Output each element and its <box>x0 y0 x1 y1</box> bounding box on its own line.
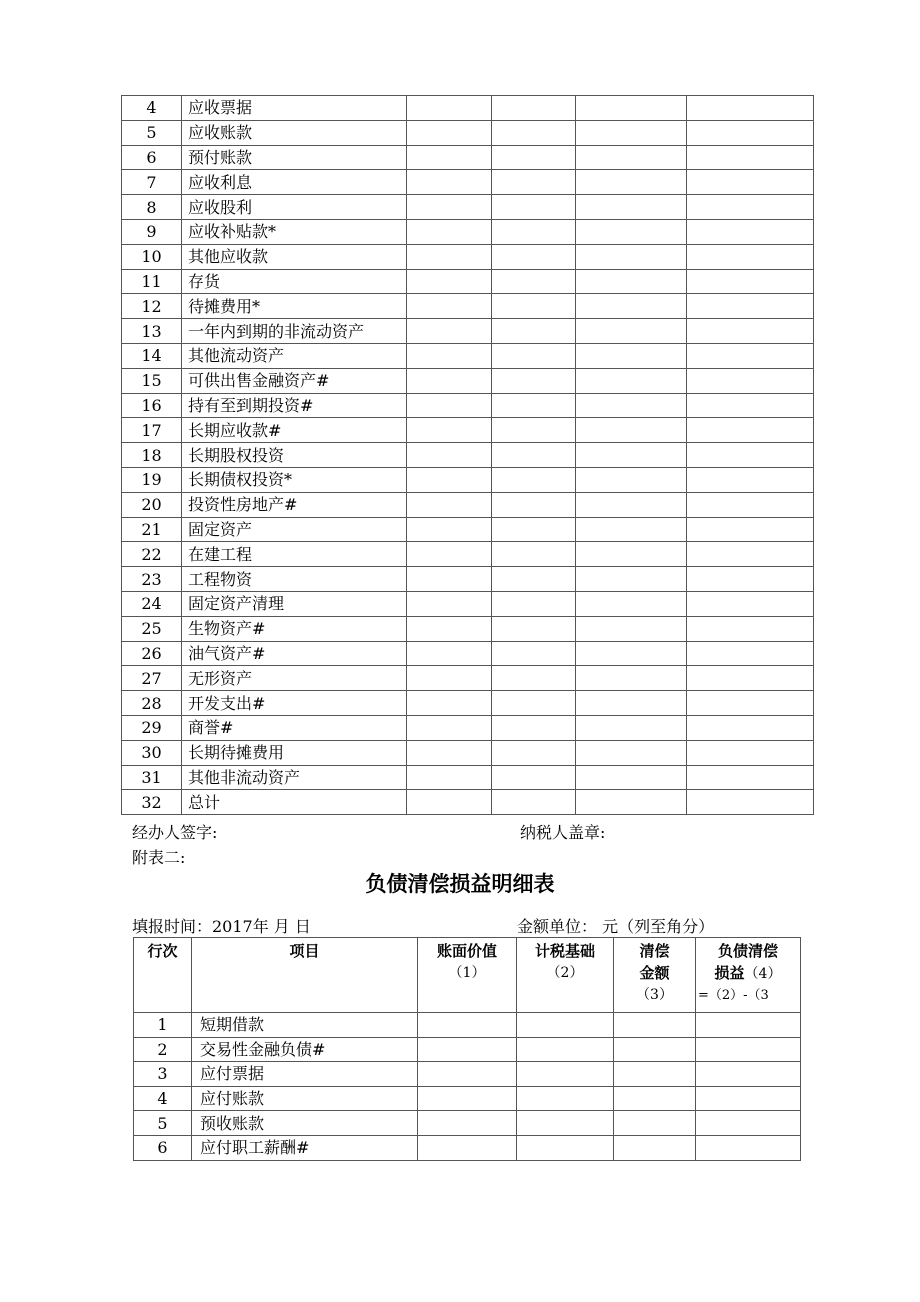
row-item: 固定资产 <box>182 517 407 542</box>
row-item: 应收票据 <box>182 96 407 121</box>
value-cell[interactable] <box>687 219 814 244</box>
value-cell[interactable] <box>517 1111 614 1136</box>
table-row <box>122 616 814 641</box>
value-cell[interactable] <box>492 393 576 418</box>
row-item: 其他应收款 <box>182 244 407 269</box>
row-item: 商誉# <box>182 715 407 740</box>
table-row <box>122 691 814 716</box>
row-item: 应付账款 <box>192 1086 418 1111</box>
value-cell[interactable] <box>407 96 492 121</box>
page-title: 负债清偿损益明细表 <box>365 872 555 896</box>
value-cell[interactable] <box>614 1037 696 1062</box>
value-cell[interactable] <box>576 542 687 567</box>
value-cell[interactable] <box>492 443 576 468</box>
table-row <box>122 542 814 567</box>
table-row <box>122 715 814 740</box>
value-cell[interactable] <box>687 393 814 418</box>
row-number: 5 <box>134 1111 192 1136</box>
value-cell[interactable] <box>576 790 687 815</box>
value-cell[interactable] <box>407 443 492 468</box>
value-cell[interactable] <box>687 542 814 567</box>
value-cell[interactable] <box>407 195 492 220</box>
row-number: 8 <box>122 195 182 220</box>
table-row <box>122 492 814 517</box>
value-cell[interactable] <box>517 1037 614 1062</box>
value-cell[interactable] <box>492 219 576 244</box>
row-number: 4 <box>122 96 182 121</box>
appendix-label: 附表二: <box>132 848 186 867</box>
row-number: 11 <box>122 269 182 294</box>
value-cell[interactable] <box>418 1062 517 1087</box>
value-cell[interactable] <box>687 269 814 294</box>
value-cell[interactable] <box>407 591 492 616</box>
row-number: 26 <box>122 641 182 666</box>
row-number: 3 <box>134 1062 192 1087</box>
value-cell[interactable] <box>576 765 687 790</box>
row-item: 固定资产清理 <box>182 591 407 616</box>
row-item: 短期借款 <box>192 1013 418 1038</box>
row-item: 一年内到期的非流动资产 <box>182 319 407 344</box>
value-cell[interactable] <box>492 542 576 567</box>
value-cell[interactable] <box>696 1135 801 1160</box>
value-cell[interactable] <box>614 1111 696 1136</box>
value-cell[interactable] <box>418 1037 517 1062</box>
row-item: 待摊费用* <box>182 294 407 319</box>
value-cell[interactable] <box>687 492 814 517</box>
value-cell[interactable] <box>696 1062 801 1087</box>
value-cell[interactable] <box>407 170 492 195</box>
value-cell[interactable] <box>492 616 576 641</box>
value-cell[interactable] <box>687 691 814 716</box>
value-cell[interactable] <box>687 120 814 145</box>
row-number: 5 <box>122 120 182 145</box>
value-cell[interactable] <box>614 1135 696 1160</box>
value-cell[interactable] <box>687 517 814 542</box>
row-item: 应付职工薪酬# <box>192 1135 418 1160</box>
table-header-row <box>134 938 801 1013</box>
value-cell[interactable] <box>687 715 814 740</box>
row-item: 其他非流动资产 <box>182 765 407 790</box>
table-row <box>122 195 814 220</box>
value-cell[interactable] <box>687 443 814 468</box>
table-row <box>122 294 814 319</box>
row-number: 16 <box>122 393 182 418</box>
row-item: 应收股利 <box>182 195 407 220</box>
header-no: 行次 <box>134 938 192 1013</box>
value-cell[interactable] <box>687 790 814 815</box>
row-number: 2 <box>134 1037 192 1062</box>
table-row <box>122 96 814 121</box>
row-item: 长期股权投资 <box>182 443 407 468</box>
header-settle-amount: 清偿 金额 （3） <box>614 938 696 1013</box>
value-cell[interactable] <box>614 1086 696 1111</box>
value-cell[interactable] <box>492 343 576 368</box>
value-cell[interactable] <box>407 641 492 666</box>
value-cell[interactable] <box>407 616 492 641</box>
table-row <box>122 319 814 344</box>
table-row <box>122 120 814 145</box>
value-cell[interactable] <box>576 170 687 195</box>
value-cell[interactable] <box>492 467 576 492</box>
value-cell[interactable] <box>492 790 576 815</box>
table-row <box>122 418 814 443</box>
value-cell[interactable] <box>576 96 687 121</box>
table-row <box>122 517 814 542</box>
row-item: 预收账款 <box>192 1111 418 1136</box>
row-number: 1 <box>134 1013 192 1038</box>
table-row <box>122 591 814 616</box>
value-cell[interactable] <box>576 393 687 418</box>
row-item: 应收补贴款* <box>182 219 407 244</box>
value-cell[interactable] <box>576 443 687 468</box>
table-row <box>134 1086 801 1111</box>
value-cell[interactable] <box>492 319 576 344</box>
value-cell[interactable] <box>492 120 576 145</box>
value-cell[interactable] <box>576 591 687 616</box>
value-cell[interactable] <box>418 1135 517 1160</box>
value-cell[interactable] <box>492 765 576 790</box>
fill-date: 填报时间：2017年 月 日 <box>132 917 311 936</box>
row-number: 12 <box>122 294 182 319</box>
table-row <box>122 666 814 691</box>
value-cell[interactable] <box>576 616 687 641</box>
row-item: 存货 <box>182 269 407 294</box>
row-number: 4 <box>134 1086 192 1111</box>
value-cell[interactable] <box>407 145 492 170</box>
value-cell[interactable] <box>492 517 576 542</box>
value-cell[interactable] <box>407 740 492 765</box>
table-row <box>122 269 814 294</box>
header-gain: 负债清偿 损益（4） =（2）-（3 <box>696 938 801 1013</box>
row-item: 持有至到期投资# <box>182 393 407 418</box>
value-cell[interactable] <box>614 1062 696 1087</box>
value-cell[interactable] <box>687 591 814 616</box>
table-row <box>122 467 814 492</box>
row-number: 7 <box>122 170 182 195</box>
row-number: 17 <box>122 418 182 443</box>
row-number: 24 <box>122 591 182 616</box>
value-cell[interactable] <box>492 170 576 195</box>
table-row <box>122 443 814 468</box>
value-cell[interactable] <box>492 269 576 294</box>
row-item: 开发支出# <box>182 691 407 716</box>
value-cell[interactable] <box>576 492 687 517</box>
table-row <box>134 1111 801 1136</box>
value-cell[interactable] <box>576 120 687 145</box>
value-cell[interactable] <box>407 715 492 740</box>
row-number: 28 <box>122 691 182 716</box>
value-cell[interactable] <box>407 542 492 567</box>
value-cell[interactable] <box>696 1086 801 1111</box>
row-item: 预付账款 <box>182 145 407 170</box>
value-cell[interactable] <box>517 1062 614 1087</box>
value-cell[interactable] <box>576 294 687 319</box>
value-cell[interactable] <box>407 269 492 294</box>
row-item: 总计 <box>182 790 407 815</box>
value-cell[interactable] <box>687 96 814 121</box>
value-cell[interactable] <box>576 418 687 443</box>
value-cell[interactable] <box>576 195 687 220</box>
value-cell[interactable] <box>407 418 492 443</box>
row-number: 6 <box>134 1135 192 1160</box>
value-cell[interactable] <box>696 1037 801 1062</box>
value-cell[interactable] <box>407 492 492 517</box>
liabilities-table <box>133 937 801 1161</box>
table-row <box>122 244 814 269</box>
header-tax-basis: 计税基础 （2） <box>517 938 614 1013</box>
row-item: 交易性金融负债# <box>192 1037 418 1062</box>
value-cell[interactable] <box>517 1013 614 1038</box>
value-cell[interactable] <box>517 1135 614 1160</box>
table-row <box>122 145 814 170</box>
amount-unit: 金额单位： 元（列至角分） <box>517 917 715 936</box>
row-number: 13 <box>122 319 182 344</box>
table-row <box>122 641 814 666</box>
row-number: 25 <box>122 616 182 641</box>
row-item: 长期债权投资* <box>182 467 407 492</box>
row-number: 32 <box>122 790 182 815</box>
table-row <box>122 790 814 815</box>
value-cell[interactable] <box>696 1111 801 1136</box>
value-cell[interactable] <box>696 1013 801 1038</box>
value-cell[interactable] <box>687 319 814 344</box>
table-row <box>134 1062 801 1087</box>
value-cell[interactable] <box>576 740 687 765</box>
value-cell[interactable] <box>687 244 814 269</box>
value-cell[interactable] <box>492 244 576 269</box>
value-cell[interactable] <box>407 567 492 592</box>
value-cell[interactable] <box>614 1013 696 1038</box>
value-cell[interactable] <box>576 219 687 244</box>
value-cell[interactable] <box>687 467 814 492</box>
value-cell[interactable] <box>407 319 492 344</box>
value-cell[interactable] <box>492 195 576 220</box>
value-cell[interactable] <box>407 691 492 716</box>
table-row <box>122 740 814 765</box>
value-cell[interactable] <box>407 666 492 691</box>
row-item: 在建工程 <box>182 542 407 567</box>
table-row <box>122 170 814 195</box>
handler-signature-label: 经办人签字: <box>132 823 218 842</box>
table-row <box>122 343 814 368</box>
table-row <box>122 765 814 790</box>
row-number: 14 <box>122 343 182 368</box>
table-row <box>122 393 814 418</box>
value-cell[interactable] <box>492 715 576 740</box>
row-item: 油气资产# <box>182 641 407 666</box>
value-cell[interactable] <box>517 1086 614 1111</box>
table-row <box>134 1013 801 1038</box>
header-book-value: 账面价值 （1） <box>418 938 517 1013</box>
value-cell[interactable] <box>492 145 576 170</box>
value-cell[interactable] <box>576 517 687 542</box>
value-cell[interactable] <box>576 368 687 393</box>
value-cell[interactable] <box>687 170 814 195</box>
value-cell[interactable] <box>407 343 492 368</box>
value-cell[interactable] <box>492 96 576 121</box>
row-number: 23 <box>122 567 182 592</box>
assets-table <box>121 95 814 815</box>
value-cell[interactable] <box>576 244 687 269</box>
value-cell[interactable] <box>407 219 492 244</box>
row-item: 长期应收款# <box>182 418 407 443</box>
row-item: 无形资产 <box>182 666 407 691</box>
value-cell[interactable] <box>687 418 814 443</box>
value-cell[interactable] <box>492 368 576 393</box>
value-cell[interactable] <box>492 691 576 716</box>
value-cell[interactable] <box>576 567 687 592</box>
table-row <box>122 567 814 592</box>
value-cell[interactable] <box>407 368 492 393</box>
value-cell[interactable] <box>576 666 687 691</box>
value-cell[interactable] <box>687 740 814 765</box>
value-cell[interactable] <box>576 691 687 716</box>
value-cell[interactable] <box>492 641 576 666</box>
row-item: 其他流动资产 <box>182 343 407 368</box>
value-cell[interactable] <box>687 616 814 641</box>
row-item: 应付票据 <box>192 1062 418 1087</box>
taxpayer-seal-label: 纳税人盖章: <box>520 823 606 842</box>
value-cell[interactable] <box>576 269 687 294</box>
value-cell[interactable] <box>576 715 687 740</box>
row-item: 长期待摊费用 <box>182 740 407 765</box>
row-number: 19 <box>122 467 182 492</box>
value-cell[interactable] <box>418 1013 517 1038</box>
value-cell[interactable] <box>418 1111 517 1136</box>
value-cell[interactable] <box>687 294 814 319</box>
row-number: 6 <box>122 145 182 170</box>
value-cell[interactable] <box>407 467 492 492</box>
row-number: 27 <box>122 666 182 691</box>
value-cell[interactable] <box>687 765 814 790</box>
value-cell[interactable] <box>687 343 814 368</box>
value-cell[interactable] <box>492 591 576 616</box>
table-row <box>122 219 814 244</box>
header-item: 项目 <box>192 938 418 1013</box>
row-number: 9 <box>122 219 182 244</box>
value-cell[interactable] <box>687 195 814 220</box>
row-number: 20 <box>122 492 182 517</box>
value-cell[interactable] <box>492 492 576 517</box>
row-number: 15 <box>122 368 182 393</box>
value-cell[interactable] <box>407 790 492 815</box>
value-cell[interactable] <box>492 294 576 319</box>
value-cell[interactable] <box>576 641 687 666</box>
value-cell[interactable] <box>687 666 814 691</box>
value-cell[interactable] <box>407 765 492 790</box>
row-number: 18 <box>122 443 182 468</box>
value-cell[interactable] <box>407 393 492 418</box>
value-cell[interactable] <box>687 368 814 393</box>
value-cell[interactable] <box>407 244 492 269</box>
row-item: 投资性房地产# <box>182 492 407 517</box>
value-cell[interactable] <box>492 418 576 443</box>
value-cell[interactable] <box>576 145 687 170</box>
value-cell[interactable] <box>576 467 687 492</box>
row-number: 22 <box>122 542 182 567</box>
row-number: 29 <box>122 715 182 740</box>
value-cell[interactable] <box>492 567 576 592</box>
value-cell[interactable] <box>407 120 492 145</box>
value-cell[interactable] <box>418 1086 517 1111</box>
row-number: 31 <box>122 765 182 790</box>
row-number: 30 <box>122 740 182 765</box>
value-cell[interactable] <box>576 343 687 368</box>
row-item: 应收账款 <box>182 120 407 145</box>
value-cell[interactable] <box>492 740 576 765</box>
value-cell[interactable] <box>687 567 814 592</box>
value-cell[interactable] <box>576 319 687 344</box>
value-cell[interactable] <box>492 666 576 691</box>
row-item: 工程物资 <box>182 567 407 592</box>
row-item: 可供出售金融资产# <box>182 368 407 393</box>
row-number: 21 <box>122 517 182 542</box>
value-cell[interactable] <box>407 294 492 319</box>
value-cell[interactable] <box>687 641 814 666</box>
row-item: 生物资产# <box>182 616 407 641</box>
row-item: 应收利息 <box>182 170 407 195</box>
table-row <box>134 1135 801 1160</box>
table-row <box>134 1037 801 1062</box>
table-row <box>122 368 814 393</box>
value-cell[interactable] <box>687 145 814 170</box>
row-number: 10 <box>122 244 182 269</box>
value-cell[interactable] <box>407 517 492 542</box>
